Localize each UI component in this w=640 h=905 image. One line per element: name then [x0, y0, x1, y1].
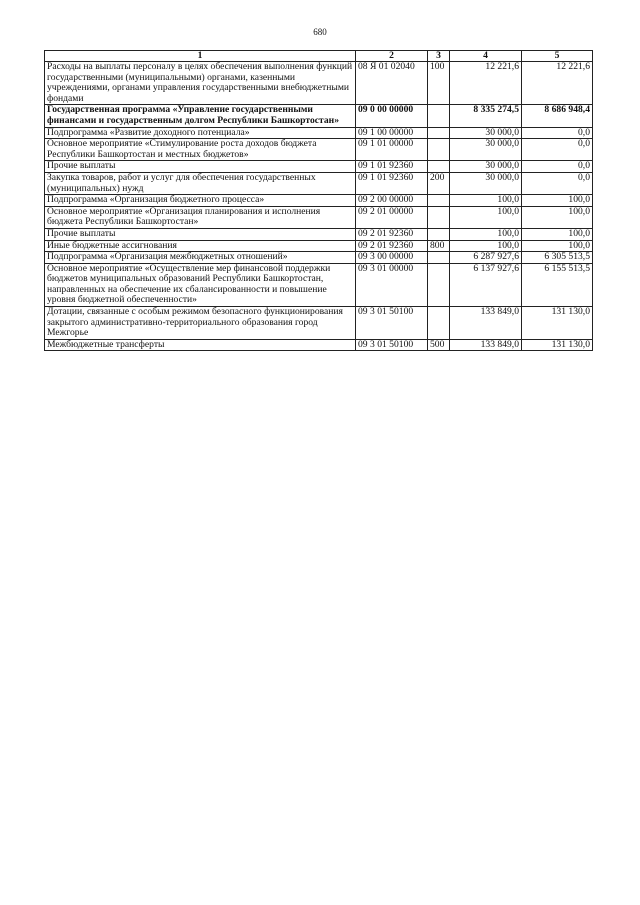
row-code-cell: 09 2 01 92360 — [356, 228, 428, 240]
table-row — [45, 228, 593, 240]
row-value-col5: 8 686 948,4 — [522, 105, 593, 127]
table-row — [45, 62, 593, 105]
header-col-5: 5 — [522, 51, 593, 62]
row-value-col5: 100,0 — [522, 195, 593, 207]
row-name-cell: Подпрограмма «Развитие доходного потенциала» — [45, 127, 356, 139]
row-value-col4: 30 000,0 — [450, 161, 522, 173]
row-name-cell: Иные бюджетные ассигнования — [45, 240, 356, 252]
row-code-cell: 09 1 01 92360 — [356, 161, 428, 173]
table-row — [45, 105, 593, 127]
row-type-cell: 200 — [428, 172, 450, 194]
row-type-cell — [428, 263, 450, 306]
row-code-cell: 09 3 01 00000 — [356, 263, 428, 306]
row-type-cell: 800 — [428, 240, 450, 252]
row-value-col4: 8 335 274,5 — [450, 105, 522, 127]
row-value-col5: 131 130,0 — [522, 339, 593, 351]
row-value-col4: 6 137 927,6 — [450, 263, 522, 306]
row-name-cell: Основное мероприятие «Осуществление мер финансовой поддержки бюджетов муниципальных образований Республики Башкортостан, направленных на обеспечение их сбалансированности и повышение уровня бюджетной обеспеченности» — [45, 263, 356, 306]
row-value-col4: 100,0 — [450, 240, 522, 252]
header-col-3: 3 — [428, 51, 450, 62]
table-row — [45, 161, 593, 173]
row-value-col5: 0,0 — [522, 139, 593, 161]
table-row — [45, 172, 593, 194]
header-col-4: 4 — [450, 51, 522, 62]
row-value-col4: 133 849,0 — [450, 307, 522, 340]
row-name-cell: Основное мероприятие «Стимулирование роста доходов бюджета Республики Башкортостан и местных бюджетов» — [45, 139, 356, 161]
row-code-cell: 08 Я 01 02040 — [356, 62, 428, 105]
table-row — [45, 195, 593, 207]
page-number: 680 — [313, 27, 327, 37]
row-name-cell: Закупка товаров, работ и услуг для обеспечения государственных (муниципальных) нужд — [45, 172, 356, 194]
row-type-cell — [428, 252, 450, 264]
table-row — [45, 240, 593, 252]
row-value-col5: 0,0 — [522, 161, 593, 173]
table-row — [45, 307, 593, 340]
row-code-cell: 09 2 00 00000 — [356, 195, 428, 207]
row-value-col5: 131 130,0 — [522, 307, 593, 340]
table-row — [45, 252, 593, 264]
row-code-cell: 09 3 00 00000 — [356, 252, 428, 264]
header-col-1: 1 — [45, 51, 356, 62]
row-name-cell: Подпрограмма «Организация межбюджетных отношений» — [45, 252, 356, 264]
table-row — [45, 339, 593, 351]
row-value-col4: 100,0 — [450, 206, 522, 228]
table-row — [45, 206, 593, 228]
row-type-cell: 100 — [428, 62, 450, 105]
row-value-col5: 100,0 — [522, 228, 593, 240]
row-type-cell — [428, 206, 450, 228]
row-type-cell — [428, 228, 450, 240]
row-value-col4: 30 000,0 — [450, 172, 522, 194]
row-name-cell: Межбюджетные трансферты — [45, 339, 356, 351]
row-code-cell: 09 2 01 00000 — [356, 206, 428, 228]
row-value-col4: 30 000,0 — [450, 127, 522, 139]
row-code-cell: 09 1 01 92360 — [356, 172, 428, 194]
row-type-cell — [428, 127, 450, 139]
row-type-cell — [428, 161, 450, 173]
row-value-col4: 100,0 — [450, 228, 522, 240]
row-code-cell: 09 1 01 00000 — [356, 139, 428, 161]
table-body — [45, 62, 593, 351]
row-value-col5: 100,0 — [522, 240, 593, 252]
row-value-col4: 100,0 — [450, 195, 522, 207]
row-type-cell — [428, 105, 450, 127]
row-value-col5: 12 221,6 — [522, 62, 593, 105]
row-value-col5: 0,0 — [522, 127, 593, 139]
row-value-col4: 133 849,0 — [450, 339, 522, 351]
row-name-cell: Дотации, связанные с особым режимом безопасного функционирования закрытого административно-территориального образования город Межгорье — [45, 307, 356, 340]
table-header-row — [45, 51, 593, 62]
row-value-col4: 30 000,0 — [450, 139, 522, 161]
row-type-cell — [428, 195, 450, 207]
table-row — [45, 263, 593, 306]
header-col-2: 2 — [356, 51, 428, 62]
row-code-cell: 09 3 01 50100 — [356, 307, 428, 340]
row-name-cell: Подпрограмма «Организация бюджетного процесса» — [45, 195, 356, 207]
row-code-cell: 09 1 00 00000 — [356, 127, 428, 139]
row-code-cell: 09 3 01 50100 — [356, 339, 428, 351]
row-value-col5: 6 155 513,5 — [522, 263, 593, 306]
row-code-cell: 09 0 00 00000 — [356, 105, 428, 127]
row-name-cell: Прочие выплаты — [45, 228, 356, 240]
row-name-cell: Государственная программа «Управление государственными финансами и государственным долгом Республики Башкортостан» — [45, 105, 356, 127]
row-type-cell — [428, 139, 450, 161]
budget-table — [44, 50, 593, 351]
row-value-col5: 0,0 — [522, 172, 593, 194]
row-value-col5: 100,0 — [522, 206, 593, 228]
row-type-cell: 500 — [428, 339, 450, 351]
row-name-cell: Расходы на выплаты персоналу в целях обеспечения выполнения функций государственными (муниципальными) органами, казенными учреждениями, органами управления государственными внебюджетными фондами — [45, 62, 356, 105]
row-code-cell: 09 2 01 92360 — [356, 240, 428, 252]
row-value-col5: 6 305 513,5 — [522, 252, 593, 264]
row-name-cell: Прочие выплаты — [45, 161, 356, 173]
table-row — [45, 127, 593, 139]
row-type-cell — [428, 307, 450, 340]
row-value-col4: 12 221,6 — [450, 62, 522, 105]
table-row — [45, 139, 593, 161]
row-value-col4: 6 287 927,6 — [450, 252, 522, 264]
row-name-cell: Основное мероприятие «Организация планирования и исполнения бюджета Республики Башкортостан» — [45, 206, 356, 228]
